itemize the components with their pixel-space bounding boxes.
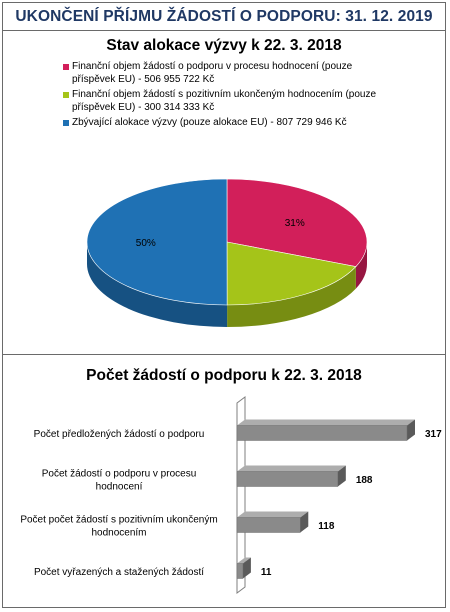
bar-chart (3, 355, 447, 607)
bar-top-face (237, 512, 308, 518)
pie-chart (3, 31, 447, 355)
pie-data-label: 31% (284, 217, 305, 229)
bar-3 (237, 512, 308, 533)
bar-value-label: 118 (318, 521, 335, 532)
bar-category-label: Počet žádostí o podporu v procesu hodnocení (41, 468, 197, 493)
bar-value-label: 11 (260, 567, 272, 578)
allocation-panel (3, 31, 445, 355)
bar-2 (237, 466, 346, 487)
bar-chart-title: Počet žádostí o podporu k 22. 3. 2018 (86, 367, 362, 384)
bar-front-face (237, 426, 407, 441)
pie-top (87, 179, 367, 305)
bar-value-label: 188 (355, 475, 373, 486)
bar-1 (237, 420, 415, 441)
pie-data-label: 50% (135, 238, 156, 250)
bar-front-face (237, 564, 243, 579)
bar-front-face (237, 518, 300, 533)
bar-front-face (237, 472, 338, 487)
bar-top-face (237, 466, 346, 472)
applications-panel (3, 355, 445, 607)
legend-label-in-evaluation: Finanční objem žádostí o podporu v procesu hodnocení (pouze příspěvek EU) - 506 955 722 Kč (72, 61, 353, 85)
legend-label-positive: Finanční objem žádostí s pozitivním ukončeným hodnocením (pouze příspěvek EU) - 300 314 333 Kč (72, 89, 377, 113)
pie-chart-title: Stav alokace výzvy k 22. 3. 2018 (106, 37, 342, 54)
report-header (3, 3, 445, 31)
report-frame (2, 2, 446, 608)
bar-category-label: Počet vyřazených a stažených žádostí (33, 567, 205, 578)
legend-label-remaining: Zbývající alokace výzvy (pouze alokace EU) - 807 729 946 Kč (72, 117, 347, 128)
bar-value-label: 317 (425, 429, 442, 440)
bar-top-face (237, 420, 415, 426)
bar-category-label: Počet počet žádostí s pozitivním ukončeným hodnocením (20, 514, 218, 539)
report-title: UKONČENÍ PŘÍJMU ŽÁDOSTÍ O PODPORU: 31. 12. 2019 (15, 7, 433, 25)
bar-category-label: Počet předložených žádostí o podporu (33, 429, 205, 440)
